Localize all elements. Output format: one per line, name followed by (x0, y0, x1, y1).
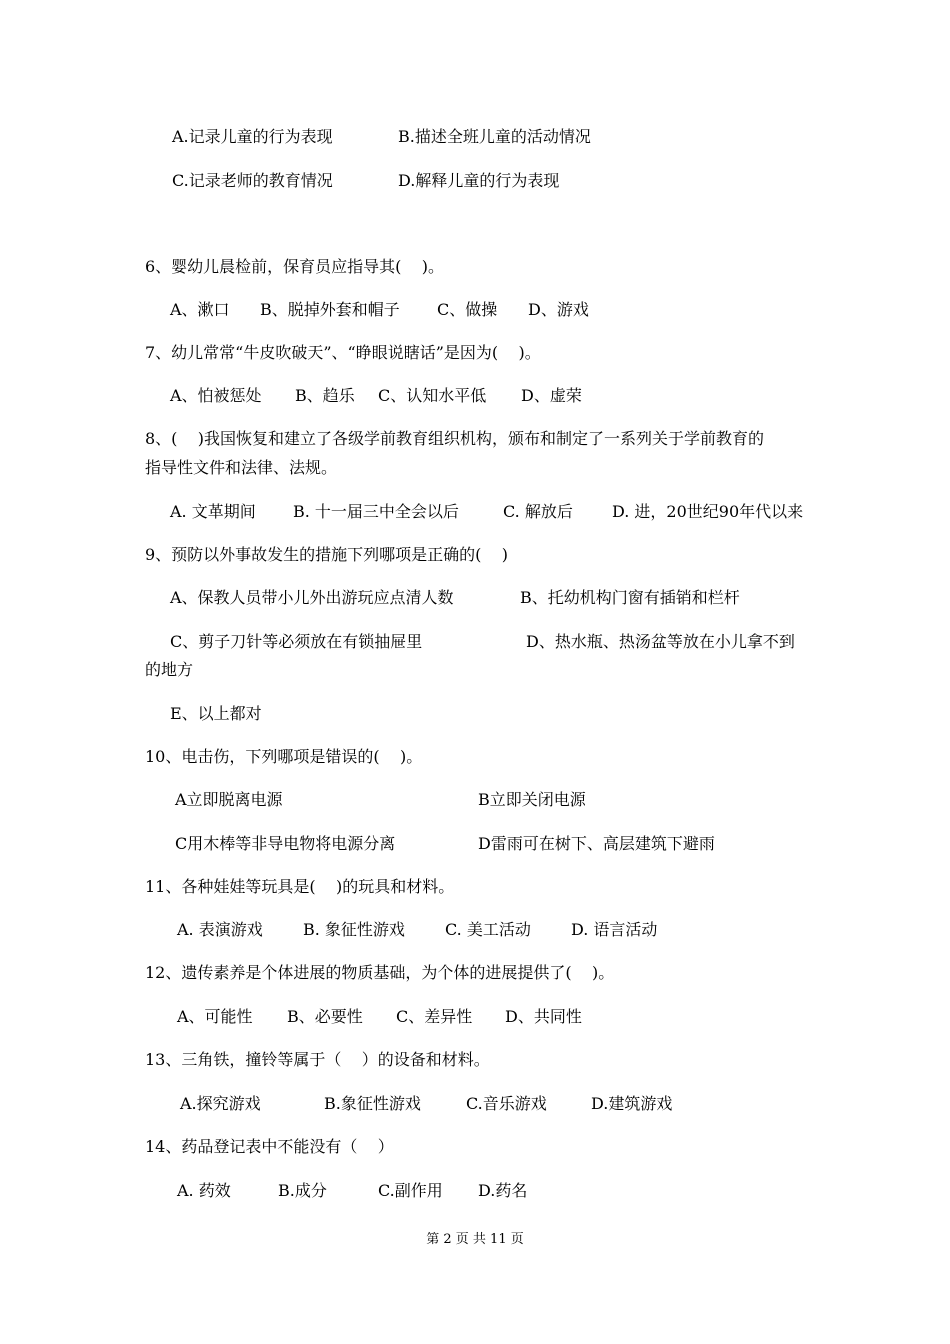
q9-stem: 9、预防以外事故发生的措施下列哪项是正确的( ) (145, 545, 509, 564)
q11-option-d: D. 语言活动 (571, 920, 658, 939)
q14-option-c: C.副作用 (378, 1181, 443, 1200)
q8-option-a: A. 文革期间 (170, 502, 256, 521)
q13-option-a: A.探究游戏 (180, 1094, 261, 1113)
q6-option-a: A、漱口 (170, 300, 230, 319)
q11-option-b: B. 象征性游戏 (303, 920, 405, 939)
q6-option-d: D、游戏 (528, 300, 589, 319)
q12-option-d: D、共同性 (505, 1007, 582, 1026)
q5-option-b: B.描述全班儿童的活动情况 (398, 127, 591, 146)
q6-stem: 6、婴幼儿晨检前，保育员应指导其( )。 (145, 257, 445, 276)
q9-option-c: C、剪子刀针等必须放在有锁抽屉里 (170, 632, 423, 651)
q8-stem-line2: 指导性文件和法律、法规。 (145, 458, 338, 477)
q12-stem: 12、遗传素养是个体进展的物质基础，为个体的进展提供了( )。 (145, 963, 615, 982)
q10-option-b: B立即关闭电源 (478, 790, 586, 809)
q9-option-b: B、托幼机构门窗有插销和栏杆 (520, 588, 740, 607)
q10-option-d: D雷雨可在树下、高层建筑下避雨 (478, 834, 715, 853)
q5-option-c: C.记录老师的教育情况 (172, 171, 333, 190)
q8-option-d: D. 进，20世纪90年代以来 (612, 502, 804, 521)
q10-option-c: C用木棒等非导电物将电源分离 (175, 834, 396, 853)
q7-option-b: B、趋乐 (295, 386, 355, 405)
q10-option-a: A立即脱离电源 (175, 790, 283, 809)
q14-stem: 14、药品登记表中不能没有（ ） (145, 1137, 394, 1156)
q13-option-d: D.建筑游戏 (591, 1094, 673, 1113)
q11-option-c: C. 美工活动 (445, 920, 531, 939)
q6-option-c: C、做操 (437, 300, 498, 319)
q13-stem: 13、三角铁，撞铃等属于（ ）的设备和材料。 (145, 1050, 490, 1069)
q12-option-b: B、必要性 (287, 1007, 363, 1026)
q6-option-b: B、脱掉外套和帽子 (260, 300, 400, 319)
q8-option-b: B. 十一届三中全会以后 (293, 502, 459, 521)
q7-stem: 7、幼儿常常“牛皮吹破天”、“睁眼说瞎话”是因为( )。 (145, 343, 541, 362)
q8-option-c: C. 解放后 (503, 502, 573, 521)
q7-option-a: A、怕被惩处 (170, 386, 262, 405)
q14-option-a: A. 药效 (177, 1181, 231, 1200)
q8-stem-line1: 8、( )我国恢复和建立了各级学前教育组织机构，颁布和制定了一系列关于学前教育的 (145, 429, 765, 448)
q9-option-d-line1: D、热水瓶、热汤盆等放在小儿拿不到 (526, 632, 795, 651)
q10-stem: 10、电击伤，下列哪项是错误的( )。 (145, 747, 423, 766)
q11-option-a: A. 表演游戏 (177, 920, 263, 939)
q13-option-b: B.象征性游戏 (324, 1094, 421, 1113)
q9-option-e: E、以上都对 (170, 704, 262, 723)
q5-option-d: D.解释儿童的行为表现 (398, 171, 560, 190)
q9-option-a: A、保教人员带小儿外出游玩应点清人数 (170, 588, 454, 607)
q7-option-c: C、认知水平低 (378, 386, 487, 405)
page-footer: 第 2 页 共 11 页 (426, 1232, 524, 1247)
q7-option-d: D、虚荣 (521, 386, 582, 405)
q9-option-d-line2: 的地方 (145, 660, 194, 679)
q5-option-a: A.记录儿童的行为表现 (172, 127, 333, 146)
q14-option-d: D.药名 (478, 1181, 528, 1200)
q11-stem: 11、各种娃娃等玩具是( )的玩具和材料。 (145, 877, 455, 896)
q12-option-a: A、可能性 (177, 1007, 253, 1026)
q14-option-b: B.成分 (278, 1181, 327, 1200)
q13-option-c: C.音乐游戏 (466, 1094, 547, 1113)
q12-option-c: C、差异性 (396, 1007, 473, 1026)
